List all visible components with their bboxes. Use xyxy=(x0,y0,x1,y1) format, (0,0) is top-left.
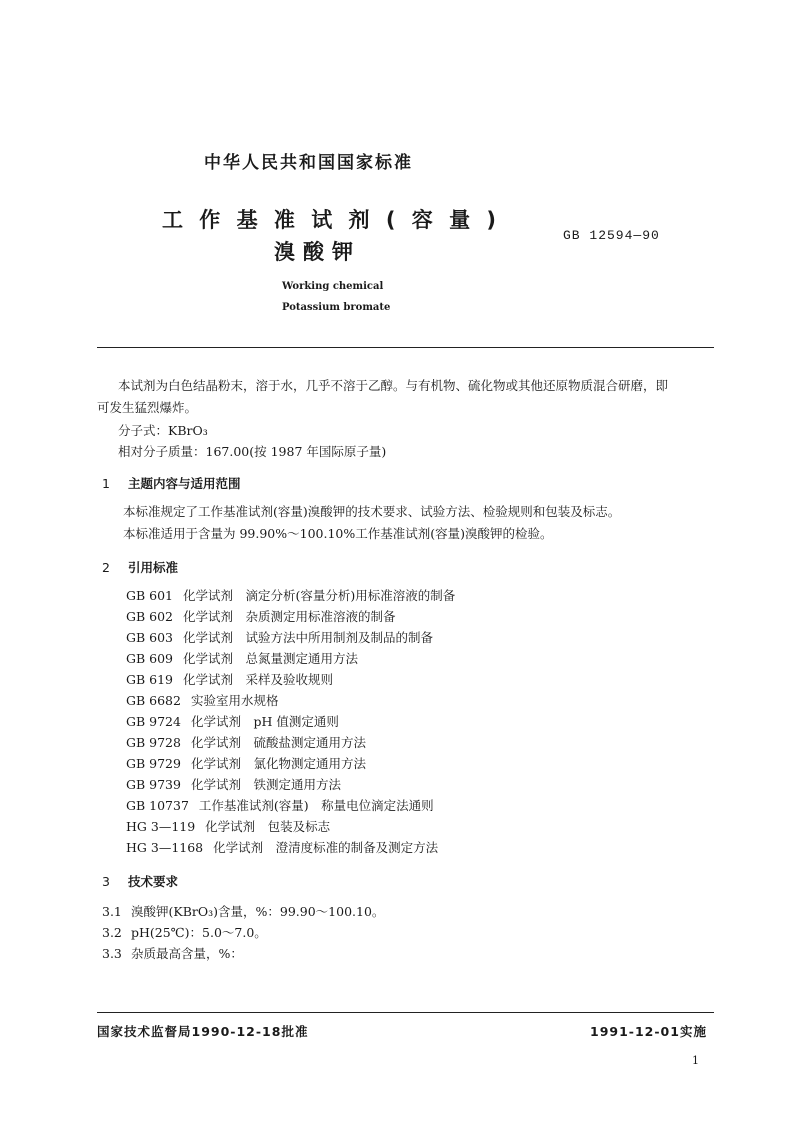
section-number: 1 xyxy=(102,476,110,491)
section-2-heading xyxy=(102,558,178,576)
intro-paragraph-line1: 本试剂为白色结晶粉末，溶于水，几乎不溶于乙醇。与有机物、硫化物或其他还原物质混合研磨，即 xyxy=(118,378,669,393)
reference-item xyxy=(126,817,330,835)
reference-item xyxy=(126,691,278,709)
section-number: 3 xyxy=(102,874,110,889)
reference-title: 化学试剂 pH 值测定通则 xyxy=(190,714,339,729)
requirement-text: 溴酸钾(KBrO₃)含量，%：99.90～100.10。 xyxy=(131,904,385,919)
requirement-item xyxy=(102,944,243,962)
reference-code: GB 9724 xyxy=(126,714,181,729)
english-title-line2: Potassium bromate xyxy=(282,302,391,313)
footer-divider xyxy=(97,1012,714,1013)
document-title-line2: 溴酸钾 xyxy=(274,240,361,264)
document-title-line1: 工 作 基 准 试 剂 ( 容 量 ) xyxy=(162,208,496,232)
molecular-weight: 相对分子质量：167.00(按 1987 年国际原子量) xyxy=(118,444,387,459)
reference-code: GB 601 xyxy=(126,588,174,603)
reference-title: 化学试剂 硫酸盐测定通用方法 xyxy=(190,735,366,750)
reference-title: 化学试剂 试验方法中所用制剂及制品的制备 xyxy=(183,630,434,645)
section-3-heading xyxy=(102,872,178,890)
approval-statement: 国家技术监督局1990-12-18批准 xyxy=(97,1024,309,1039)
reference-code: GB 9739 xyxy=(126,777,181,792)
section-title: 主题内容与适用范围 xyxy=(128,476,241,491)
reference-title: 化学试剂 氯化物测定通用方法 xyxy=(190,756,366,771)
section-1-paragraph-2: 本标准适用于含量为 99.90%～100.10%工作基准试剂(容量)溴酸钾的检验。 xyxy=(123,526,553,541)
requirement-number: 3.2 xyxy=(102,925,122,940)
section-1-heading xyxy=(102,474,241,492)
reference-title: 化学试剂 铁测定通用方法 xyxy=(190,777,341,792)
reference-code: GB 6682 xyxy=(126,693,181,708)
requirement-number: 3.3 xyxy=(102,946,122,961)
reference-code: GB 619 xyxy=(126,672,174,687)
reference-item xyxy=(126,628,433,646)
section-title: 技术要求 xyxy=(128,874,179,889)
reference-title: 化学试剂 杂质测定用标准溶液的制备 xyxy=(183,609,396,624)
reference-item xyxy=(126,754,366,772)
reference-title: 化学试剂 包装及标志 xyxy=(205,819,331,834)
header-divider xyxy=(97,347,714,348)
reference-item xyxy=(126,670,333,688)
reference-code: HG 3—1168 xyxy=(126,840,204,855)
reference-item xyxy=(126,796,434,814)
standard-number: GB 12594—90 xyxy=(563,228,660,243)
requirement-item xyxy=(102,902,384,920)
reference-code: GB 9729 xyxy=(126,756,181,771)
reference-code: GB 10737 xyxy=(126,798,189,813)
reference-code: HG 3—119 xyxy=(126,819,196,834)
section-number: 2 xyxy=(102,560,110,575)
reference-item xyxy=(126,586,455,604)
reference-code: GB 602 xyxy=(126,609,174,624)
reference-item xyxy=(126,775,341,793)
english-title-line1: Working chemical xyxy=(282,281,384,292)
page-number: 1 xyxy=(692,1054,699,1067)
reference-title: 实验室用水规格 xyxy=(190,693,279,708)
reference-item xyxy=(126,733,366,751)
reference-code: GB 9728 xyxy=(126,735,181,750)
molecular-formula: 分子式：KBrO₃ xyxy=(118,423,208,438)
intro-paragraph-line2: 可发生猛烈爆炸。 xyxy=(97,400,198,415)
reference-item xyxy=(126,712,339,730)
reference-item xyxy=(126,649,358,667)
national-standard-heading: 中华人民共和国国家标准 xyxy=(204,153,413,173)
reference-item xyxy=(126,838,438,856)
requirement-text: 杂质最高含量，%： xyxy=(131,946,243,961)
requirement-item xyxy=(102,923,267,941)
section-title: 引用标准 xyxy=(128,560,179,575)
reference-title: 化学试剂 滴定分析(容量分析)用标准溶液的制备 xyxy=(183,588,456,603)
implementation-date: 1991-12-01实施 xyxy=(590,1024,707,1039)
reference-title: 化学试剂 澄清度标准的制备及测定方法 xyxy=(213,840,439,855)
reference-title: 化学试剂 总氮量测定通用方法 xyxy=(183,651,359,666)
reference-title: 工作基准试剂(容量) 称量电位滴定法通则 xyxy=(198,798,434,813)
requirement-text: pH(25℃)：5.0～7.0。 xyxy=(131,925,267,940)
reference-title: 化学试剂 采样及验收规则 xyxy=(183,672,334,687)
reference-item xyxy=(126,607,396,625)
section-1-paragraph-1: 本标准规定了工作基准试剂(容量)溴酸钾的技术要求、试验方法、检验规则和包装及标志。 xyxy=(123,504,621,519)
reference-code: GB 603 xyxy=(126,630,174,645)
requirement-number: 3.1 xyxy=(102,904,122,919)
reference-code: GB 609 xyxy=(126,651,174,666)
